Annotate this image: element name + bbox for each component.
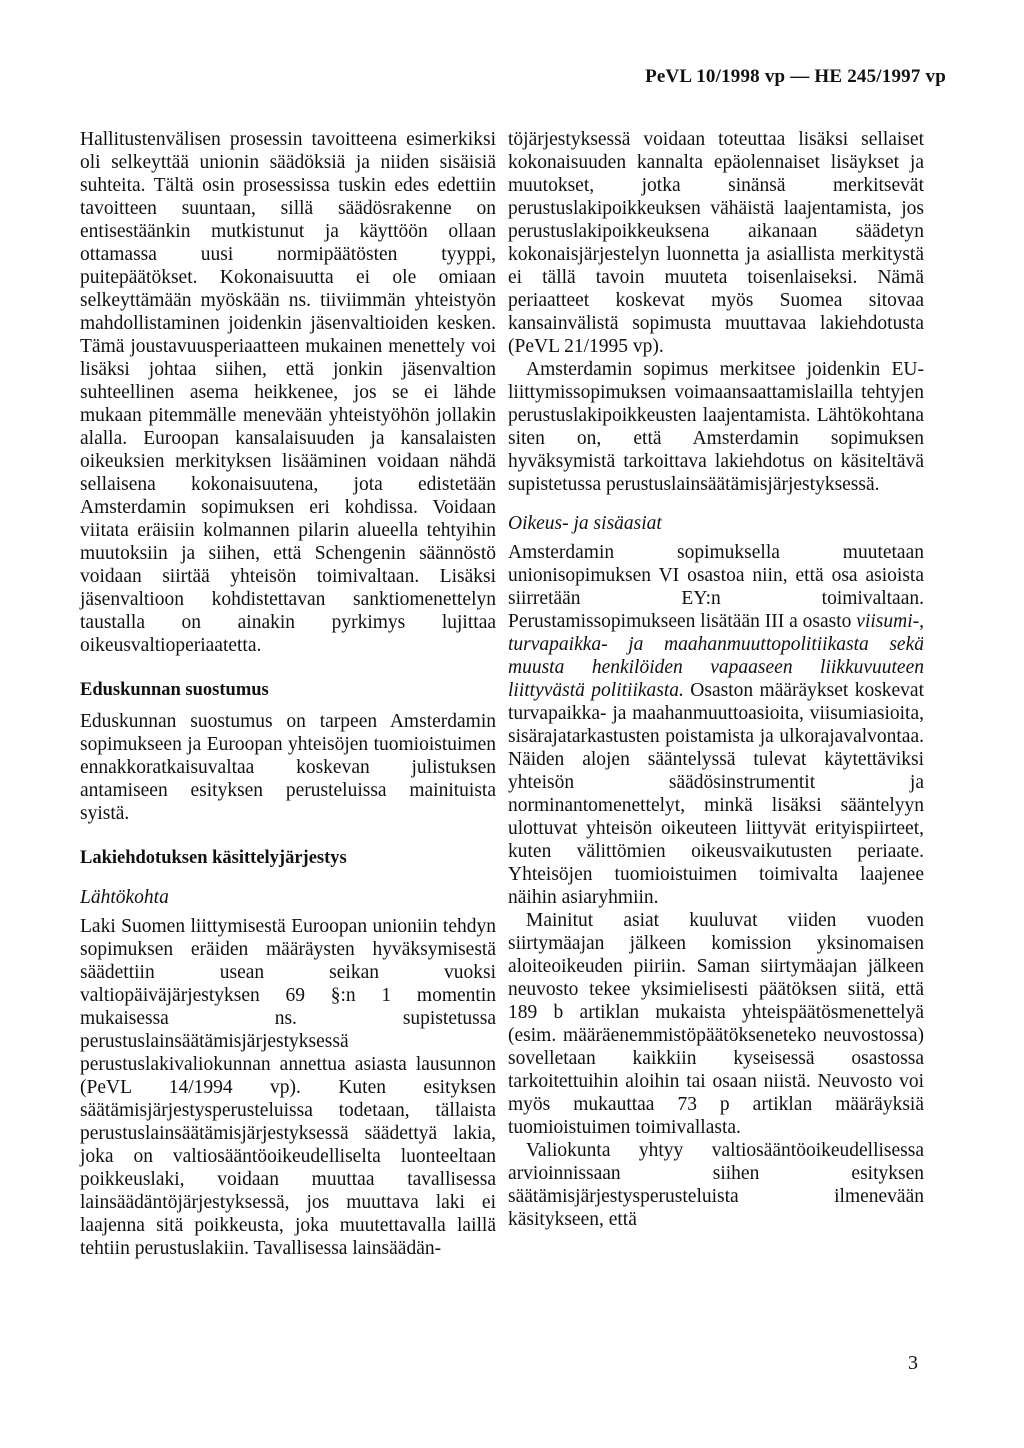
left-column bbox=[80, 128, 496, 1260]
paragraph: Mainitut asiat kuuluvat viiden vuoden siirtymäajan jälkeen komission yksinomaisen aloiteoikeuden piiriin. Saman siirtymäajan jälkeen neuvosto tekee yksimielisesti päätöksen siitä, että 189 b artiklan mukaista yhteispäätösmenettelyä (esim. määräenemmistöpäätökseneteko neuvostossa) sovelletaan kaikkiin kyseisessä osastossa tarkoitettuihin aloihin tai osaan niistä. Neuvosto voi myös mukauttaa 73 p artiklan määräyksiä tuomioistuimen toimivallasta. bbox=[508, 910, 924, 1138]
paragraph: Eduskunnan suostumus on tarpeen Amsterdamin sopimukseen ja Euroopan yhteisöjen tuomioistuimen ennakkoratkaisuvaltaa koskevan julistuksen antamiseen esityksen perusteluissa mainituista syistä. bbox=[80, 711, 496, 824]
italic-title: viisumi-, turvapaikka- ja maahanmuuttopolitiikasta sekä muusta henkilöiden vapaaseen liikkuvuuteen liittyvästä politiikasta. bbox=[508, 611, 924, 701]
right-column bbox=[508, 128, 924, 1231]
paragraph: töjärjestyksessä voidaan toteuttaa lisäksi sellaiset kokonaisuuden kannalta epäolennaiset lisäykset ja muutokset, jotka sinänsä merkitsevät perustuslakipoikkeuksen vähäistä laajentamista, jos perustuslakipoikkeuksena aikanaan säädetyn kokonaisjärjestelyn luonnetta ja asiallista merkitystä ei tällä tavoin muuteta toisenlaiseksi. Nämä periaatteet koskevat myös Suomea sitovaa kansainvälistä sopimusta muuttavaa lakiehdotusta (PeVL 21/1995 vp). bbox=[508, 129, 924, 357]
paragraph: Laki Suomen liittymisestä Euroopan unioniin tehdyn sopimuksen eräiden määräysten hyväksymisestä säädettiin usean seikan vuoksi valtiopäiväjärjestyksen 69 §:n 1 momentin mukaisessa ns. supistetussa perustuslainsäätämisjärjestyksessä perustuslakivaliokunnan annettua asiasta lausunnon (PeVL 14/1994 vp). Kuten esityksen säätämisjärjestysperusteluissa todetaan, tällaista perustuslainsäätämisjärjestyksessä säädettyä lakia, joka on valtiosääntöoikeudelliselta luonteeltaan poikkeuslaki, voidaan muuttaa tavallisessa lainsäädäntöjärjestyksessä, jos muuttava laki ei laajenna sitä poikkeusta, joka muutettavalla laillä tehtiin perustuslakiin. Tavallisessa lainsäädän- bbox=[80, 916, 496, 1259]
paragraph: Hallitustenvälisen prosessin tavoitteena esimerkiksi oli selkeyttää unionin säädöksiä ja niiden sisäisiä suhteita. Tältä osin prosessissa tuskin edes edettiin tavoitteen suuntaan, sillä säädösrakenne on entisestäänkin mutkistunut ja käyttöön ollaan ottamassa uusi normipäätösten tyyppi, puitepäätökset. Kokonaisuutta ei ole omiaan selkeyttämään myöskään ns. tiiviimmän yhteistyön mahdollistaminen joidenkin jäsenvaltioiden kesken. Tämä joustavuusperiaatteen mukainen menettely voi lisäksi johtaa siihen, että jonkin jäsenvaltion suhteellinen asema heikkenee, jos se ei lähde mukaan pitemmälle menevään yhteistyöhön jollakin alalla. Euroopan kansalaisuuden ja kansalaisten oikeuksien merkityksen lisääminen voidaan nähdä sellaisena kokonaisuutena, jota edistetään Amsterdamin sopimuksen eri kohdissa. Voidaan viitata eräisiin kolmannen pilarin alueella tehtyihin muutoksiin ja siihen, että Schengenin säännöstö voidaan siirtää yhteisön toimivaltaan. Lisäksi jäsenvaltioon kohdistettavan sanktiomenettelyn taustalla on ainakin pyrkimys lujittaa oikeusvaltioperiaatetta. bbox=[80, 129, 496, 656]
section-heading: Eduskunnan suostumus bbox=[80, 680, 269, 700]
paragraph bbox=[508, 541, 924, 909]
paragraph: Amsterdamin sopimus merkitsee joidenkin EU-liittymissopimuksen voimaansaattamislailla tehtyjen perustuslakipoikkeusten laajentamista. Lähtökohtana siten on, että Amsterdamin sopimuksen hyväksymistä tarkoittava lakiehdotus on käsiteltävä supistetussa perustuslainsäätämisjärjestyksessä. bbox=[508, 359, 924, 495]
subsection-heading: Lähtökohta bbox=[80, 887, 169, 908]
running-header: PeVL 10/1998 vp — HE 245/1997 vp bbox=[645, 66, 946, 87]
paragraph-text: Osaston määräykset koskevat turvapaikka- ja maahanmuuttoasioita, viisumiasioita, sisärajatarkastusten poistamista ja ulkorajavalvontaa. Näiden alojen sääntelyssä tulevat käytettäviksi yhteisön säädösinstrumentit ja norminantomenettelyt, minkä lisäksi sääntelyyn ulottuvat yhteisön oikeuteen liittyvät erityispiirteet, kuten välittömien oikeusvaikutusten periaate. Yhteisöjen tuomioistuimen toimivalta laajenee näihin asiaryhmiin. bbox=[508, 680, 925, 908]
page-number: 3 bbox=[908, 1352, 918, 1374]
section-heading: Lakiehdotuksen käsittelyjärjestys bbox=[80, 848, 347, 868]
paragraph: Valiokunta yhtyy valtiosääntöoikeudellisessa arvioinnissaan siihen esityksen säätämisjärjestysperusteluista ilmenevään käsitykseen, että bbox=[508, 1140, 924, 1230]
paragraph-text: Amsterdamin sopimuksella muutetaan unionisopimuksen VI osastoa niin, että osa asioista siirretään EY:n toimivaltaan. Perustamissopimukseen lisätään III a osasto bbox=[508, 542, 924, 632]
subsection-heading: Oikeus- ja sisäasiat bbox=[508, 513, 662, 534]
